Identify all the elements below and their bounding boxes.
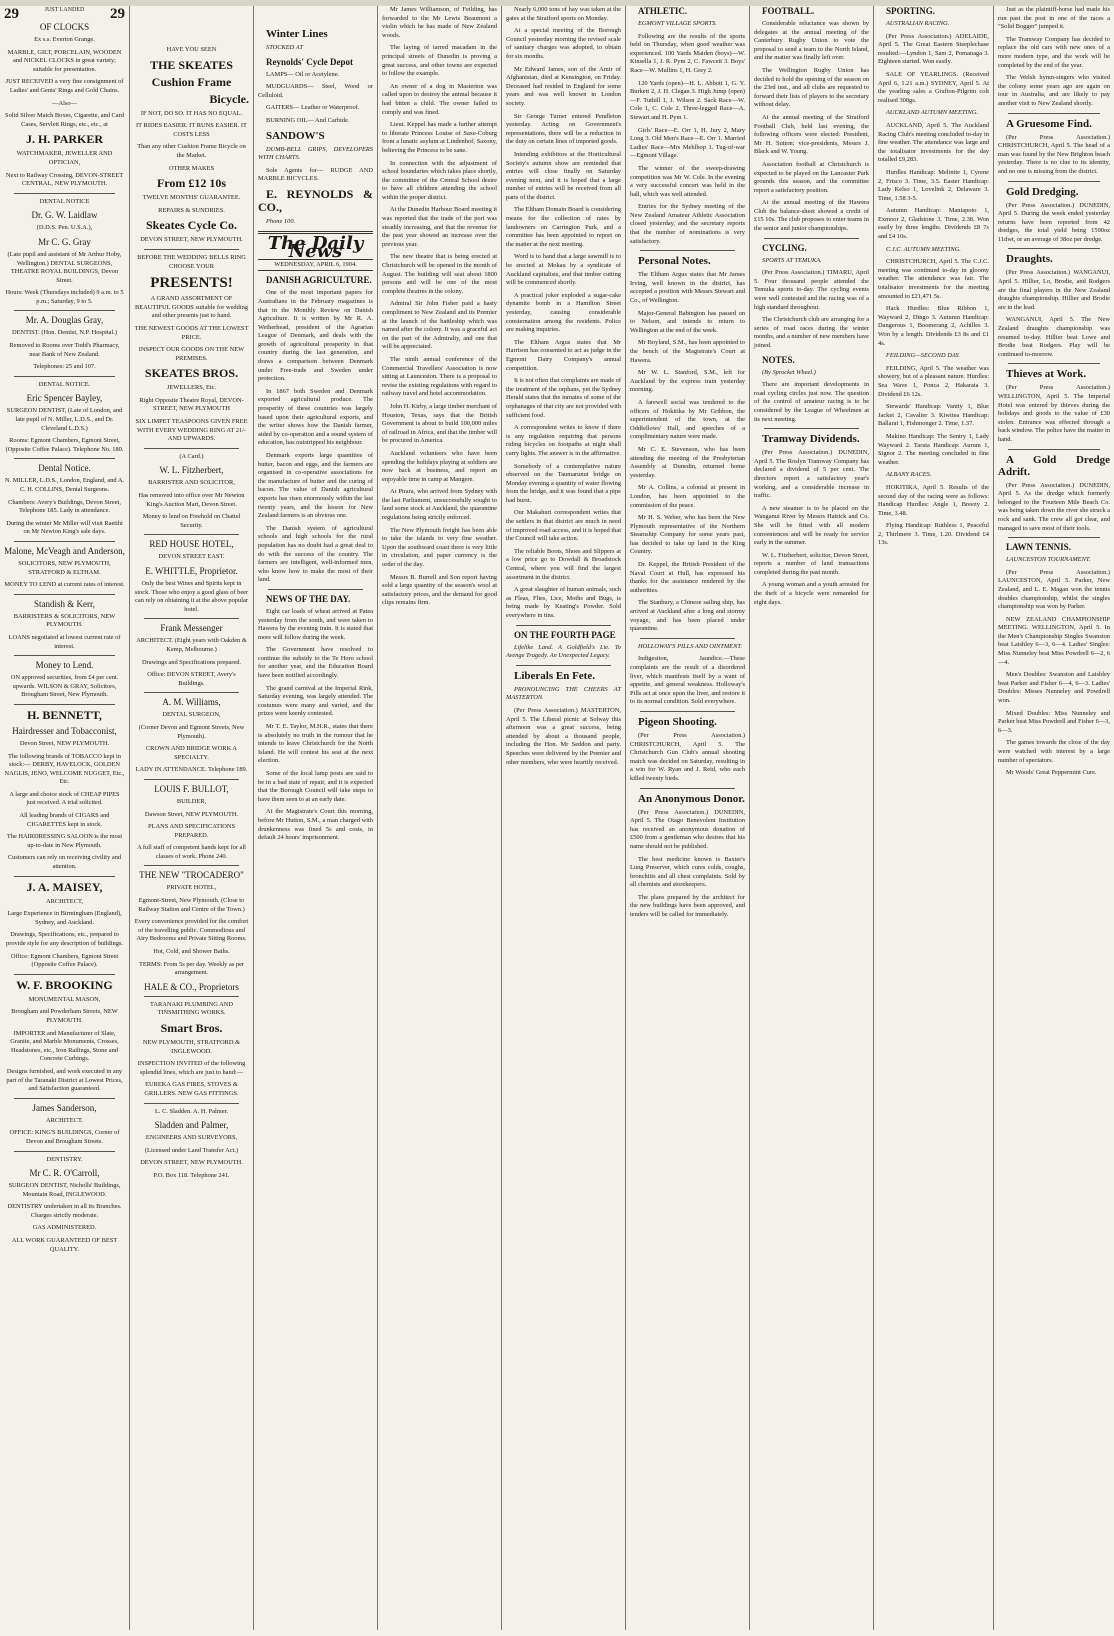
lawn-tennis-heading: LAWN TENNIS.	[1006, 542, 1071, 553]
news-of-the-day-heading: NEWS OF THE DAY.	[266, 593, 351, 604]
bicycle-price: From £12 10s	[156, 176, 227, 191]
column-football: FOOTBALL. Considerable reluctance was shown by delegates at the annual meeting of the Canterbury Rugby Union to vote the proposal to send a team to the North Island, and the matter was finally left over. The Wellington Rugby Union has decided to hold the opening of the season on the 23rd inst., and all clubs are requested to forward their lists of players to the secretary without delay. At the annual meeting of the Stratford Football Club, held last evening, the following officers were elected: President, Mr H. Sutton; vice-presidents, Messrs J. Black and W. Young. Association football at Christchurch is expected to be played on the Lancaster Park grounds this season, and the committee report a satisfactory position. At the annual meeting of the Hawera Club the balance-sheet showed a credit of £15 10s. The club proposes to enter teams in the senior and junior championships. CYCLING. SPORTS AT TEMUKA. (Per Press Association.) TIMARU, April 5. Four thousand people attended the Temuka sports to-day. The cycling events were well contested and the racing was of a high standard throughout. The Christchurch club are arranging for a series of road races during the winter months, and a number of new members have joined. NOTES. (By Sprocket Wheel.) There are important developments in road cycling circles just now. The question of the control of amateur racing is to be considered by the League of Wheelmen at its next meeting. Tramway Dividends. (Per Press Association.) DUNEDIN, April 5. The Roslyn Tramway Company has declared a dividend of 5 per cent. The directors report a satisfactory year's working, and a considerable increase in traffic. A new steamer is to be placed on the Wanganui River by Messrs Hatrick and Co. She will be fitted with all modern conveniences and will be ready for service early in the summer. W. L. Fitzherbert, solicitor, Devon Street, reports a number of land transactions completed during the past month. A young woman and a youth arrested for the theft of a bicycle were remanded for eight days.	[750, 6, 874, 1630]
holloway-heading: HOLLOWAY'S PILLS AND OINTMENT.	[638, 642, 743, 650]
draughts-heading: Draughts.	[1006, 253, 1053, 266]
standish-name: Standish & Kerr,	[34, 598, 95, 609]
bennett-name: H. BENNETT,	[27, 707, 102, 722]
reynolds-depot: Reynolds' Cycle Depot	[266, 56, 353, 67]
column-news-2: Mr James Williamson, of Feilding, has forwarded to the Mr Lewis Beaumont a violin which he has made of New Zealand woods. The laying of tarred macadam in the principal streets of Dunedin is proving a great success, and other towns are expected to follow the example. An owner of a dog in Masterton was called upon to destroy the animal because it had bitten a child. The owner failed to comply and was fined. Lieut. Keppel has made a further attempt to liberate Princess Louise of Saxe-Coburg from a lunatic asylum at Lindenhof, Saxony, believing the Princess to be sane. In connection with the adjustment of school boundaries which takes place shortly, the committee of the Central School desire to have all children attending the school within the proper district. At the Dunedin Harbour Board meeting it was reported that the trade of the port was steadily increasing, and that the revenue for the past year showed an increase over the previous year. The new theatre that is being erected at Christchurch will be opened in the month of August. The building will seat about 1800 persons and will be one of the most complete theatres in the colony. Admiral Sir John Fisher paid a hasty compliment to New Zealand and its Premier at the launch of the battleship which was named after the colony. It was a graceful act on the part of the Admiralty, and one that will be appreciated. The ninth annual conference of the Commercial Travellers' Association is now sitting at Launceston. There is a proposal to revise the existing regulations with regard to railway travel and hotel accommodation. John H. Kirby, a large timber merchant of Houston, Texas, says that the British Government is about to build 100,000 miles of railroad in Africa, and that the timber will be procured in America. Auckland volunteers who have been spending the holidays playing at soldiers are now back at business, and report an enjoyable time in camp at Mangere. At Pirara, who arrived from Sydney with the last Parliament, unsuccessfully sought to land some stock at Auckland, the quarantine regulations being strictly enforced. The New Plymouth freight has been able to take the islands to very fine weather. Upon the southward coast there is very little in circulation, and paper currency is the order of the day. Messrs B. Burrell and Son report having sold a large quantity of the season's wool at satisfactory prices, and the demand for good clips remains firm.	[378, 6, 502, 1630]
column-advertisements-1: 29 JUST LANDED 29 OF CLOCKS Ex s.s. Everton Grange. MARBLE, GILT, PORCELAIN, WOODEN and NICKEL CLOCKS in great variety; suitable for presentation. JUST RECEIVED a very fine consignment of Ladies' and Gents' Rings and Gold Chains. —Also— Solid Silver Match Boxes, Cigarette, and Card Cases, Servlett Rings, etc., etc., at J. H. PARKER WATCHMAKER, JEWELLER AND OPTICIAN, Next to Railway Crossing, DEVON-STREET CENTRAL, NEW PLYMOUTH. DENTAL NOTICE Dr. G. W. Laidlaw (D.D.S. Pen. U.S.A.), Mr C. G. Gray (Late pupil and assistant of Mr Arthur Hoby, Wellington.) DENTAL SURGEONS, THEATRE ROYAL BUILDINGS, Devon Street. Hours: Week (Thursdays included) 9 a.m. to 5 p.m.; Saturday, 9 to 5. Mr. A. Douglas Gray, DENTIST. (Hon. Dentist, N.P. Hospital.) Removed to Rooms over Todd's Pharmacy, near Bank of New Zealand. Telephones: 25 and 107. DENTAL NOTICE. Eric Spencer Bayley, SURGEON DENTIST, (Late of London, and late pupil of N. Miller, L.D.S., and Dr. Cleveland L.D.S.) Rooms: Egmont Chambers, Egmont Street, (Opposite Coffee Palace). Telephone No. 180. Dental Notice. N. MILLER, L.D.S., London, England, and A. C. H. COLLINS, Dental Surgeons. Chambers: Avery's Buildings, Devon Street, Telephone 185. Lady in attendance. During the winter Mr Miller will visit Raetihi on Mr Newton King's sale days. Malone, McVeagh and Anderson, SOLICITORS, NEW PLYMOUTH, STRATFORD & ELTHAM. MONEY TO LEND at current rates of interest. Standish & Kerr, BARRISTERS & SOLICITORS, NEW PLYMOUTH. LOANS negotiated at lowest current rate of interest. Money to Lend. ON approved securities, from £4 per cent. upwards. WILSON & GRAY, Solicitors, Brougham Street, New Plymouth. H. BENNETT, Hairdresser and Tobacconist, Devon Street, NEW PLYMOUTH. The following brands of TOBACCO kept in stock:— DERBY, HAVELOCK, GOLDEN NAGLIS, JENO, WELCOME NUGGET, Etc., Etc. A large and choice stock of CHEAP PIPES just received. A trial solicited. All leading brands of CIGARS and CIGARETTES kept in stock. The HAIRDRESSING SALOON is the most up-to-date in New Plymouth. Customers can rely on receiving civility and attention. J. A. MAISEY, ARCHITECT, Large Experience in Birmingham (England), Sydney, and Auckland. Drawings, Specifications, etc., prepared to provide style for any description of buildings. Office: Egmont Chambers, Egmont Street (Opposite Coffee Palace). W. F. BROOKING MONUMENTAL MASON, Brougham and Powderham Streets, NEW PLYMOUTH. IMPORTER and Manufacturer of Slate, Granite, and Marble Monuments, Crosses, Headstones, etc., Iron Railings, Stone and Concrete Curbings. Designs furnished, and work executed in any part of the Taranaki District at Lowest Prices, and Satisfaction guaranteed. James Sanderson, ARCHITECT. OFFICE: KING'S BUILDINGS, Corner of Devon and Brougham Streets. DENTISTRY. Mr C. R. O'Carroll, SURGEON DENTIST, Nicholls' Buildings, Mountain Road, INGLEWOOD. DENTISTRY undertaken in all its Branches. Charges strictly moderate. GAS ADMINISTERED. ALL WORK GUARANTEED OF BEST QUALITY.	[0, 6, 130, 1630]
auckland-autumn-heading: AUCKLAND AUTUMN MEETING.	[886, 109, 979, 117]
bullot-name: LOUIS F. BULLOT,	[154, 783, 229, 794]
sanderson-name: James Sanderson,	[32, 1102, 97, 1113]
smart-bros: Smart Bros.	[160, 1021, 223, 1035]
athletic-heading: ATHLETIC.	[638, 6, 688, 16]
column-news-3: Nearly 6,000 tons of hay was taken at the gates at the Stratford sports on Monday. At a special meeting of the Borough Council yesterday morning the revised scale of sanitary charges was adopted, to obtain for six months. Mr Edward James, son of the Amir of Afghanistan, died at Kensington, on Friday. Deceased had resided in England for some years and was well known in London society. Sir George Turner entered Pendleton yesterday. Acting on Government's representations, there will be a reduction in the duty on certain lines of imported goods. Intending exhibitors at the Horticultural Society's autumn show are reminded that entries will close finally on Saturday evening next, and it is hoped that a large number of entries will be received from all parts of the district. The Eltham Domain Board is considering means for the collection of rates by landowners on Carrington Park, and a committee has been appointed to report on the matter at the next meeting. Word is to hand that a large sawmill is to be erected at Mokau by a syndicate of Auckland capitalists, and that timber cutting will be commenced shortly. A practical joker exploded a sugar-cake dynamite bomb in a Hamilton Street yesterday, causing considerable consternation among the residents. Police are making inquiries. The Eltham Argus states that Mr Harrison has consented to act as judge in the Egmont Dairy Company's annual competition. It is not often that complaints are made of the treatment of the orphans, yet the Sydney Herald states that the inmates of some of the orphanages of that city are not provided with sufficient food. A correspondent writes to know if there is any regulation requiring that persons riding bicycles on footpaths at night shall carry lights. The answer is in the affirmative. Somebody of a contemplative nature observed on the Taumarunui bridge on Monday evening a quantity of water flowing from the bridge, and it was found that a pipe had burst. Our Makahuri correspondent writes that the settlers in that district are much in need of improved road access, and it is hoped that the Council will take action. The reliable Boots, Shoes and Slippers at a low price go to Dowdall & Broadstock Central, where you will find the largest assortment in the district. A great slaughter of human animals, such as Fleas, Flies, Lice, Moths and Bugs, is being made by Keating's Powder. Sold everywhere in tins. ON THE FOURTH PAGE Lifelike Land. A Goldfield's Lie. To Avenge Tragedy. An Unexpected Legacy. Liberals En Fete. PRONOUNCING THE CHEERS AT MASTERTON. (Per Press Association.) MASTERTON, April 5. The Liberal picnic at Solway this afternoon was a great success, being attended by about a thousand people, including the Hon. Mr Seddon and party. Speeches were delivered by the Premier and other members, who were heartily received.	[502, 6, 626, 1630]
issue-date: WEDNESDAY, APRIL 6, 1904.	[258, 259, 373, 272]
sporting-heading: SPORTING.	[886, 6, 935, 16]
liberals-heading: Liberals En Fete.	[514, 669, 595, 682]
clocks-ad-header: 29 JUST LANDED 29	[4, 6, 125, 22]
danish-agriculture-heading: DANISH AGRICULTURE.	[266, 275, 372, 286]
albany-races-heading: ALBANY RACES.	[886, 471, 932, 479]
anonymous-donor-heading: An Anonymous Donor.	[638, 792, 745, 805]
laidlaw-name: Dr. G. W. Laidlaw	[31, 210, 98, 221]
parker-name: J. H. PARKER	[25, 132, 104, 147]
carroll-name: Mr C. R. O'Carroll,	[29, 1168, 100, 1179]
football-heading: FOOTBALL.	[762, 6, 815, 16]
douglas-gray-name: Mr. A. Douglas Gray,	[25, 315, 104, 326]
williams-name: A. M. Williams,	[162, 697, 221, 708]
gold-dredging-heading: Gold Dredging.	[1006, 185, 1079, 198]
cycling-heading: CYCLING.	[762, 242, 807, 253]
maisey-name: J. A. MAISEY,	[26, 879, 103, 894]
red-house-hotel: RED HOUSE HOTEL,	[149, 539, 234, 550]
thieves-at-work-heading: Thieves at Work.	[1006, 368, 1087, 381]
gold-dredge-adrift-heading: A Gold Dredge Adrift.	[998, 453, 1110, 478]
skeates-heading: THE SKEATES	[150, 57, 233, 72]
gruesome-find-heading: A Gruesome Find.	[1006, 117, 1092, 130]
notes-heading: NOTES.	[762, 354, 795, 365]
masthead-title: The Daily News	[267, 232, 364, 263]
column-advertisements-2: HAVE YOU SEEN THE SKEATES Cushion Frame Bicycle. IF NOT, DO SO. IT HAS NO EQUAL. IT RIDES EASIER. IT RUNS EASIER. IT COSTS LESS Than any other Cushion Frame Bicycle on the Market. OTHER MAKES From £12 10s TWELVE MONTHS' GUARANTEE. REPAIRS & SUNDRIES. Skeates Cycle Co. DEVON STREET, NEW PLYMOUTH. BEFORE THE WEDDING BELLS RING CHOOSE YOUR PRESENTS! A GRAND ASSORTMENT OF BEAUTIFUL GOODS suitable for wedding and other presents just to hand. THE NEWEST GOODS AT THE LOWEST PRICE. INSPECT OUR GOODS ON THE NEW PREMISES. SKEATES BROS. JEWELLERS, Etc. Right Opposite Theatre Royal, DEVON-STREET, NEW PLYMOUTH SIX LIMPET TEASPOONS GIVEN FREE WITH EVERY WEDDING RING AT 21/- AND UPWARDS. (A Card.) W. L. Fitzherbert, BARRISTER AND SOLICITOR, Has removed into office over Mr Newton King's Auction Mart, Devon Street. Money to lend on Freehold on Chattel Security. RED HOUSE HOTEL, DEVON STREET EAST. E. WHITTLE, Proprietor. Only the best Wines and Spirits kept in stock. Those who enjoy a good glass of beer can rely on obtaining it at the above popular hotel. Frank Messenger ARCHITECT. (Eight years with Oakden & Kemp, Melbourne.) Drawings and Specifications prepared. Office: DEVON STREET, Avery's Buildings. A. M. Williams, DENTAL SURGEON, (Corner Devon and Egmont Streets, New Plymouth). CROWN AND BRIDGE WORK A SPECIALTY. LADY IN ATTENDANCE. Telephone 189. LOUIS F. BULLOT, BUILDER, Dawson Street, NEW PLYMOUTH. PLANS AND SPECIFICATIONS PREPARED. A full staff of competent hands kept for all classes of work. Phone 240. THE NEW "TROCADERO" PRIVATE HOTEL, Egmont-Street, New Plymouth. (Close to Railway Station and Centre of the Town.) Every convenience provided for the comfort of the travelling public. Commodious and Airy Bedrooms and Private Sitting Rooms. Hot, Cold, and Shower Baths. TERMS: From 5s per day. Weekly as per arrangement. HALE & CO., Proprietors TARANAKI PLUMBING AND TINSMITHING WORKS. Smart Bros. NEW PLYMOUTH, STRATFORD & INGLEWOOD. INSPECTION INVITED of the following splendid lines, which are just to hand:— EUREKA GAS FIRES, STOVES & GRILLERS. NEW GAS FITTINGS. L. C. Sladden. A. H. Palmer. Sladden and Palmer, ENGINEERS AND SURVEYORS, (Licensed under Land Transfer Act.) DEVON STREET, NEW PLYMOUTH. P.O. Box 118. Telephone 241.	[130, 6, 254, 1630]
pigeon-shooting-heading: Pigeon Shooting.	[638, 715, 717, 728]
money-to-lend-heading: Money to Lend.	[35, 660, 94, 671]
brooking-name: W. F. BROOKING	[16, 977, 113, 992]
skeates-cycle-co: Skeates Cycle Co.	[146, 218, 237, 233]
column-news-9: Just as the plaintiff-horse had made his run past the post in one of the races a "Solid Bogger" jumped it. The Tramway Company has decided to replace the old cars with new ones of a more modern type, and the work will be completed by the end of the year. The Welsh hymn-singers who visited the colony some years ago are again on tour in Australia, and are likely to pay another visit to New Zealand shortly. A Gruesome Find. (Per Press Association.) CHRISTCHURCH, April 5. The head of a man was found by the New Brighton beach yesterday. There is no clue to its identity, and no one is missing from the district. Gold Dredging. (Per Press Association.) DUNEDIN, April 5. During the week ended yesterday returns have been reported from 42 dredges, the total yield being 1590oz 11dwt, or an average of 38oz per dredge. Draughts. (Per Press Association.) WANGANUI, April 5. Hillier, Lo, Brodie, and Rodgers are the final players in the New Zealand draughts championship. Hillier and Brodie are in the lead. WANGANUI, April 5. The New Zealand draughts championship was resumed to-day. Hillier beat Lowe and Brodie beat Rodgers. Play will be continued to-morrow. Thieves at Work. (Per Press Association.) WELLINGTON, April 5. The Imperial Hotel was entered by thieves during the holidays and goods to the value of £30 stolen. Entrance was effected through a back window. The police have the matter in hand. A Gold Dredge Adrift. (Per Press Association.) DUNEDIN, April 5. As the dredge which formerly belonged to the Fourteen Mile Beach Co. was being taken down the river she struck a rock and sank. The crew all got clear, and managed to save most of their tools. LAWN TENNIS. LAUNCESTON TOURNAMENT. (Per Press Association.) LAUNCESTON, April 5. Parker, New Zealand, and L. E. Magan won the tennis doubles championship, whilst the singles championship was won by Parker. NEW ZEALAND CHAMPIONSHIP MEETING. WELLINGTON, April 5. In the Men's Championship Singles Swanston beat Laishley 6—3, 6—4. Ladies' Singles: Miss Nunneley beat Miss Powdrell 6—2, 6—4. Men's Doubles: Swanston and Laishley beat Parker and Fisher 6—4, 6—3. Ladies' Doubles: Misses Nunneley and Powdrell won. Mixed Doubles: Miss Nunneley and Parker beat Miss Powdrell and Fisher 6—3, 6—3. The games towards the close of the day were watched with interest by a large number of spectators. Mr Woods' Great Peppermint Cure.	[998, 6, 1110, 777]
reynolds-name: E. REYNOLDS & CO.,	[258, 186, 373, 214]
column-sporting: SPORTING. AUSTRALIAN RACING. (Per Press Association.) ADELAIDE, April 5. The Great Eastern Steeplechase resulted:—Lyndon 1, Sam 2, Pomanaga 3. Eighteen started. Won easily. SALE OF YEARLINGS. (Received April 6, 1.21 a.m.) SYDNEY, April 5. At the yearling sales a Grafton-Pilgrim colt realised 300gs. AUCKLAND AUTUMN MEETING. AUCKLAND, April 5. The Auckland Racing Club's meeting concluded to-day in fine weather. The attendance was large and the totalisator investments for the day totalled £9,283. Hurdles Handicap: Melinite 1, Cyrene 2, Frisco 3. Time, 3.5. Easter Handicap: Lady Kelso 1, Lovelink 2, Delaware 3. Time, 1.58 3-5. Autumn Handicap: Maniapoto 1, Exmoor 2, Gladstone 3. Time, 2.38. Won easily by three lengths. Dividends £8 7s and £4 10s. C.J.C. AUTUMN MEETING. CHRISTCHURCH, April 5. The C.J.C. meeting was continued to-day in gloomy weather. The attendance was fair. The totalisator investments for the meeting amounted to £21,471 5s. Hack Hurdles: Blue Ribbon 1, Wayward 2, Dingo 3. Autumn Handicap: Dangerous 1, Boomerang 2, Achilles 3. Won by a length. Dividends £3 8s and £1 4s. FEILDING—SECOND DAY. FEILDING, April 5. The weather was showery, but of a pleasant nature. Hurdles: Sea Wave 1, Ponca 2, Hakaraia 3. Dividend £6 12s. Stewards' Handicap: Vanity 1, Blue Jacket 2, Cavalier 3. Kiwitea Handicap: Ballarat 1, Fishmonger 2. Time, 1.37. Makino Handicap: The Sentry 1, Lady Wayward 2. Tarata Handicap: Aurum 1, Signor 2. The meeting concluded in fine weather. ALBANY RACES. HOKITIKA, April 5. Results of the second day of the racing were as follows: Handicap Hurdles: Angle 1, Breezy 2. Time, 3.48. Flying Handicap: Ruthless 1, Peaceful 2, Thirlmere 3. Time, 1.20. Dividend £4 13s.	[874, 6, 994, 1630]
messenger-name: Frank Messenger	[160, 623, 223, 634]
malone-name: Malone, McVeagh and Anderson,	[4, 545, 125, 556]
tramway-dividends-heading: Tramway Dividends.	[762, 433, 860, 446]
fitzherbert-name: W. L. Fitzherbert,	[159, 465, 224, 476]
feilding-heading: FEILDING—SECOND DAY.	[886, 352, 960, 360]
bayley-name: Eric Spencer Bayley,	[26, 393, 103, 404]
cjc-autumn-heading: C.J.C. AUTUMN MEETING.	[886, 245, 961, 253]
column-athletic: ATHLETIC. EGMONT VILLAGE SPORTS. Following are the results of the sports held on Thursday, when good weather was experienced. 100 Yards Maiden (boys)—W. Kinsella 1, J. R. Pym 2, C. Fawcett 3. Boys' Race—W. Mullins 1, H. Grey 2. 120 Yards (open)—H. L. Abbott 1, G. Y. Burkett 2, J. H. Clegan 3. High Jump (open)—F. Tuthill 1, J. Wilson 2. Sack Race—W. Cole 1, C. Cole 2. Three-legged Race—A. Stewart and H. Pym 1. Girls' Race—E. Orr 1, H. Jury 2, Mary Long 3. Old Men's Race—E. Orr 1. Married Ladies' Race—Mrs Mehlhop 1. Tug-of-war—Egmont Village. The winner of the sweep-drawing competition was Mr W. Cole. In the evening a very successful concert was held in the hall, which was well attended. Entries for the Sydney meeting of the New Zealand Amateur Athletic Association closed yesterday, and the secretary reports that the number of nominations is very satisfactory. Personal Notes. The Eltham Argus states that Mr James Irving, well known in the district, has accepted a position with Messrs Stewart and Co., of Wellington. Major-General Babington has passed on to Nelson, and intends to return to Wellington at the end of the week. Mr Boyland, S.M., has been appointed to the bench of the Magistrate's Court at Hawera. Mr W. L. Stanford, S.M., left for Auckland by the express train yesterday morning. A farewell social was tendered to the officers of Hokitika by Mr Gribbon, the superintendent of the town, at the Oddfellows' Hall, and speeches of a complimentary nature were made. Mr C. E. Stevenson, who has been attending the meeting of the Presbyterian Assembly at Dunedin, returned home yesterday. Mr A. Collins, a colonial at present in London, has been appointed to the commission of the peace. Mr H. S. Weber, who has been the New Plymouth representative of the Northern Steamship Company for some years past, has decided to take up land in the King Country. Dr. Keppel, the British President of the Naval Court at Hull, has expressed his thanks for the assistance rendered by the authorities. The Stanbury, a Chinese sailing ship, has arrived at Auckland after a long and stormy voyage, and has been placed under quarantine. HOLLOWAY'S PILLS AND OINTMENT. Indigestion, Jaundice.—These complaints are the result of a disordered liver, which manifests itself by a want of appetite, and general weakness. Holloway's Pills act at once upon the liver, and restore it to its normal condition. Sold everywhere. Pigeon Shooting. (Per Press Association.) CHRISTCHURCH, April 5. The Christchurch Gun Club's annual shooting match was decided on Saturday, resulting in a win for W. Ryan and J. Reid, who each killed twenty birds. An Anonymous Donor. (Per Press Association.) DUNEDIN, April 5. The Otago Benevolent Institution has received an anonymous donation of £500 from a gentleman who desires that his name should not be published. The best medicine known is Baxter's Lung Preserver, which cures colds, coughs, bronchitis and all chest complaints. Sold by all chemists and storekeepers. The plans prepared by the architect for the new buildings have been approved, and tenders will be called for immediately.	[626, 6, 750, 1630]
trocadero-name: THE NEW "TROCADERO"	[139, 870, 244, 881]
sandow-heading: SANDOW'S	[266, 129, 325, 142]
clocks-line: OF CLOCKS	[39, 22, 90, 32]
skeates-bros: SKEATES BROS.	[144, 366, 239, 381]
dental-notice-heading: Dental Notice.	[38, 463, 91, 474]
presents-heading: PRESENTS!	[150, 275, 233, 292]
column-masthead: Winter Lines STOCKED AT Reynolds' Cycle Depot LAMPS— Oil or Acetylene. MUDGUARDS— Steel, Wood or Celluloid. GAITERS— Leather or Waterproof. BURNING OIL— And Carbide. SANDOW'S DUMB-BELL GRIPS, DEVELOPERS WITH CHARTS. Sole Agents for— RUDGE AND MARBLE BICYCLES. E. REYNOLDS & CO., Phone 100. The Daily News WEDNESDAY, APRIL 6, 1904. DANISH AGRICULTURE. One of the most important papers for Australians in the February magazines is that in the Monthly Review on Danish Agriculture. It is written by Mr R. A. Wetherhead, president of the Agrarian League of Denmark, and deals with the growth of agricultural prosperity in that country during the last generation, and draws a comparison between Denmark under Free-trade and Sweden under protection. In 1867 both Sweden and Denmark exported agricultural produce. The prosperity of these countries was largely based upon their agricultural exports, and the writer shows how the Danish farmer, aided by co-operation and a sound system of education, has outstripped his neighbour. Denmark exports large quantities of butter, bacon and eggs, and the farmers are organised in co-operative associations for the manufacture of butter and the curing of bacon. The value of Danish agricultural exports has risen enormously within the last twenty years, and the lesson for New Zealand farmers is an obvious one. The Danish system of agricultural schools and high schools for the rural population has no doubt had a great deal to do with the success of the country. The farmers are intelligent, well-informed men, who know how to make the most of their land. NEWS OF THE DAY. Eight car loads of wheat arrived at Patea yesterday from the south, and were taken to Hawera by the evening train. It is stated that more will follow during the week. The Government have resolved to continue the subsidy to the Te Horo school for another year, and the Education Board have been notified accordingly. The grand carnival at the Imperial Rink, Saturday evening, was largely attended. The costumes were many and varied, and the prizes were keenly contested. Mr T. E. Taylor, M.H.R., states that there is absolutely no truth in the rumour that he intends to leave Christchurch for the North Island. He will contest his seat at the next election. Some of the local lamp posts are said to be in a bad state of repair, and it is expected that the Borough Council will take steps to have them seen to at an early date. At the Magistrate's Court this morning, before Mr Hutton, S.M., a man charged with drunkenness was fined 5s and costs, in default 24 hours' imprisonment.	[254, 6, 378, 1630]
personal-notes-heading: Personal Notes.	[638, 255, 711, 268]
winter-lines-heading: Winter Lines	[266, 28, 328, 40]
gray-name: Mr C. G. Gray	[38, 236, 91, 247]
sladden-palmer: Sladden and Palmer,	[154, 1120, 229, 1131]
fourth-page-heading: ON THE FOURTH PAGE	[514, 629, 616, 640]
